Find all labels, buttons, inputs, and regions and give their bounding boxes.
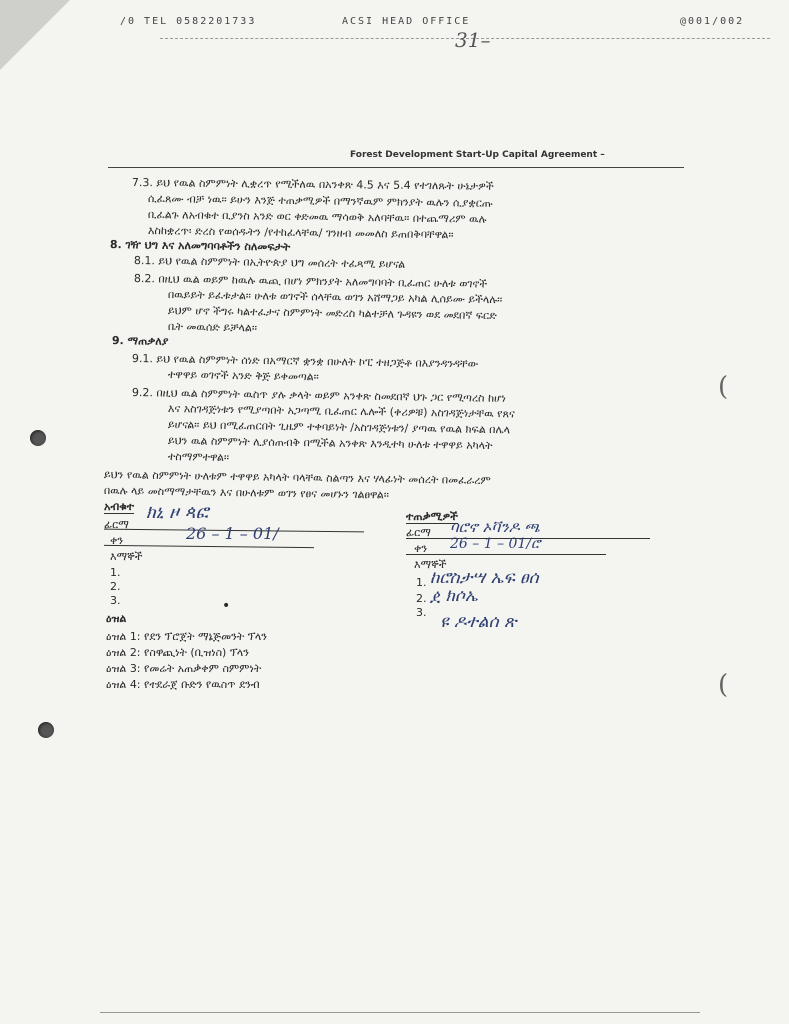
margin-mark-2: ( xyxy=(718,670,729,700)
right-witness-2: 2. xyxy=(416,592,427,605)
document-header: Forest Development Start-Up Capital Agreement – xyxy=(350,150,605,160)
clause-8-2-line: ቤት መዉሰድ ይቻላል። xyxy=(167,320,258,335)
clause-9-2-line: ይህን ዉል ስምምነት ሊያሰጠብቅ በሚችል አንቀጽ እንዲተካ ሁለቱ ተዋዋይ አካላት xyxy=(167,434,493,453)
clause-7-3-line: ሲፈጸሙ ብቻ ነዉ። ይሁን እንጅ ተጠቃሚዎች በማንኛዉም ምክንያት ዉሉን ሲያቋርጡ xyxy=(147,192,494,210)
margin-mark-1: ( xyxy=(718,372,729,402)
closing-line: ይህን የዉል ስምምነት ሁለቱም ተዋዋይ አካላት ባላቸዉ ስልጣን እና ሃላፊነት መሰረት በመፈራረም xyxy=(103,468,491,488)
right-sign-label: ፊርማ xyxy=(406,526,431,539)
annex-item: ዕዝል 3: የመሬት አጠቃቀም ስምምነት xyxy=(106,662,262,675)
punch-hole-bottom xyxy=(38,722,54,738)
clause-7-3-line: እስከቋረጥ፡ ድረስ የወሰዱትን /የተከፈላቸዉ/ ገንዘብ መመለስ ይጠበቅባቸዋል። xyxy=(147,224,454,242)
clause-8-1: 8.1. ይህ የዉል ስምምነት በኢትዮጵያ ህግ መሰረት ተፈጻሚ ይሆናል xyxy=(133,254,406,271)
punch-hole-top xyxy=(30,430,46,446)
folded-corner xyxy=(0,0,70,70)
right-party-title: ተጠቃሚዎች xyxy=(406,510,458,523)
left-party-title: አብቁተ xyxy=(104,500,135,513)
left-signature: ክኒ ዞ ጳፎ xyxy=(146,502,209,523)
clause-8-2-line: 8.2. በዚህ ዉል ወይም ከዉሉ ዉጪ በሆነ ምክንያት አለመግባባት ቢፈጠር ሁለቱ ወገኖች xyxy=(133,272,488,291)
clause-9-2-line: ይሆናል። ይህ በሚፈጠርበት ጊዜም ተቀባይነት /አስገዳጅነቱን/ ያጣዉ የዉል ክፍል በሌላ xyxy=(167,418,511,437)
clause-8-2-line: በዉይይት ይፈቱታል። ሁለቱ ወገኖች ሰላቸዉ ወገን አሸማጋይ አካል ሊሰይሙ ይችላሉ። xyxy=(167,288,503,307)
left-sign-label: ፊርማ xyxy=(104,518,129,531)
right-witness-label: እማኞች xyxy=(414,558,447,571)
right-witness-1-signature: ከሮስታሣ ኤፍ ፀሰ xyxy=(430,568,539,588)
fax-header xyxy=(120,12,769,34)
clause-8-2-line: ይህም ሆኖ ችግሩ ካልተፈታና ስምምነት መድረስ ካልተቻለ ጉዳዩን ወደ መደበኛ ፍርድ xyxy=(167,304,497,323)
right-date-label: ቀን xyxy=(414,542,428,555)
left-witness-label: እማኞች xyxy=(110,550,143,563)
clause-9-2-line: እና አስገዳጅነቱን የሚያጣበት አጋጣሚ ቢፈጠር ሌሎች (ቀሪዎቹ) አስገዳጅነታቸዉ የጸና xyxy=(167,402,515,421)
handwritten-number: 31– xyxy=(455,28,491,52)
clause-7-3-line: 7.3. ይህ የዉል ስምምነት ሊቋረጥ የሚችለዉ በአንቀጽ 4.5 እና 5.4 የተገለጹት ሁኔታዎች xyxy=(131,176,494,193)
clause-7-3-line: ቢፈልጉ ለአብቁተ ቢያንስ አንድ ወር ቀድመዉ ማሳወቅ አለባቸዉ። በተጨማሪም ዉሉ xyxy=(147,208,487,226)
left-witness-3: 3. xyxy=(110,594,121,607)
right-witness-3: 3. xyxy=(416,606,427,619)
ink-dot: • xyxy=(222,598,231,614)
right-signature: ባሮኖ ኦቫንዶ ጫ xyxy=(450,518,540,536)
left-witness-2: 2. xyxy=(110,580,121,593)
left-date-label: ቀን xyxy=(110,534,124,547)
clause-9-1-line: ተዋዋይ ወገኖች አንድ ቅጅ ይቀመጣል። xyxy=(167,368,319,384)
right-date-handwritten: 26 – 1 – 01/ሮ xyxy=(450,536,541,552)
right-witness-3-signature: ዩ ዶተልሰ ጽ xyxy=(440,612,517,632)
left-witness-1: 1. xyxy=(110,566,121,579)
fax-sender: ACSI HEAD OFFICE xyxy=(342,16,471,27)
clause-9-2-line: 9.2. በዚህ ዉል ስምምነት ዉስጥ ያሉ ቃላት ወይም አንቀጽ ስመደበኛ ህጉ ጋር የሚጣረስ ከሆነ xyxy=(131,386,507,405)
right-witness-2-signature: ዸ ክሶኤ xyxy=(430,586,478,606)
fax-page: @001/002 xyxy=(680,16,745,27)
clause-9-1-line: 9.1. ይህ የዉል ስምምነት ሰነድ በአማርኛ ቋንቋ በሁለት ኮፒ ተዘጋጅቶ በእያንዳንዳቸው xyxy=(131,352,479,371)
section-9-title: 9. ማጠቃለያ xyxy=(111,334,169,348)
annex-item: ዕዝል 1: የደን ፕሮጀት ማኔጅመንት ፕላን xyxy=(106,630,267,643)
left-date-line xyxy=(104,545,314,548)
annex-title: ዕዝል xyxy=(106,612,127,625)
right-witness-1: 1. xyxy=(416,576,427,589)
bottom-rule xyxy=(100,1012,700,1013)
annex-item: ዕዝል 4: የተደራጀ ቡድን የዉስጥ ደንብ xyxy=(106,678,260,691)
clause-9-2-line: ተስማምተዋል። xyxy=(167,450,230,464)
left-date-handwritten: 26 – 1 – 01/ xyxy=(186,524,279,543)
annex-item: ዕዝል 2: የስዋጪነት (ቢዝነስ) ፕላን xyxy=(106,646,249,659)
fax-tel: /0 TEL 0582201733 xyxy=(120,16,257,27)
right-date-line xyxy=(406,554,606,555)
closing-line: በዉሉ ላይ መስማማታቸዉን እና በሁለቱም ወገን የፀና መሆኑን ገልፀዋል። xyxy=(103,484,390,502)
section-8-title: 8. ገዥ ህግ እና አለመግባባቶችን ስለመፍታት xyxy=(109,238,291,254)
header-rule xyxy=(108,167,684,168)
